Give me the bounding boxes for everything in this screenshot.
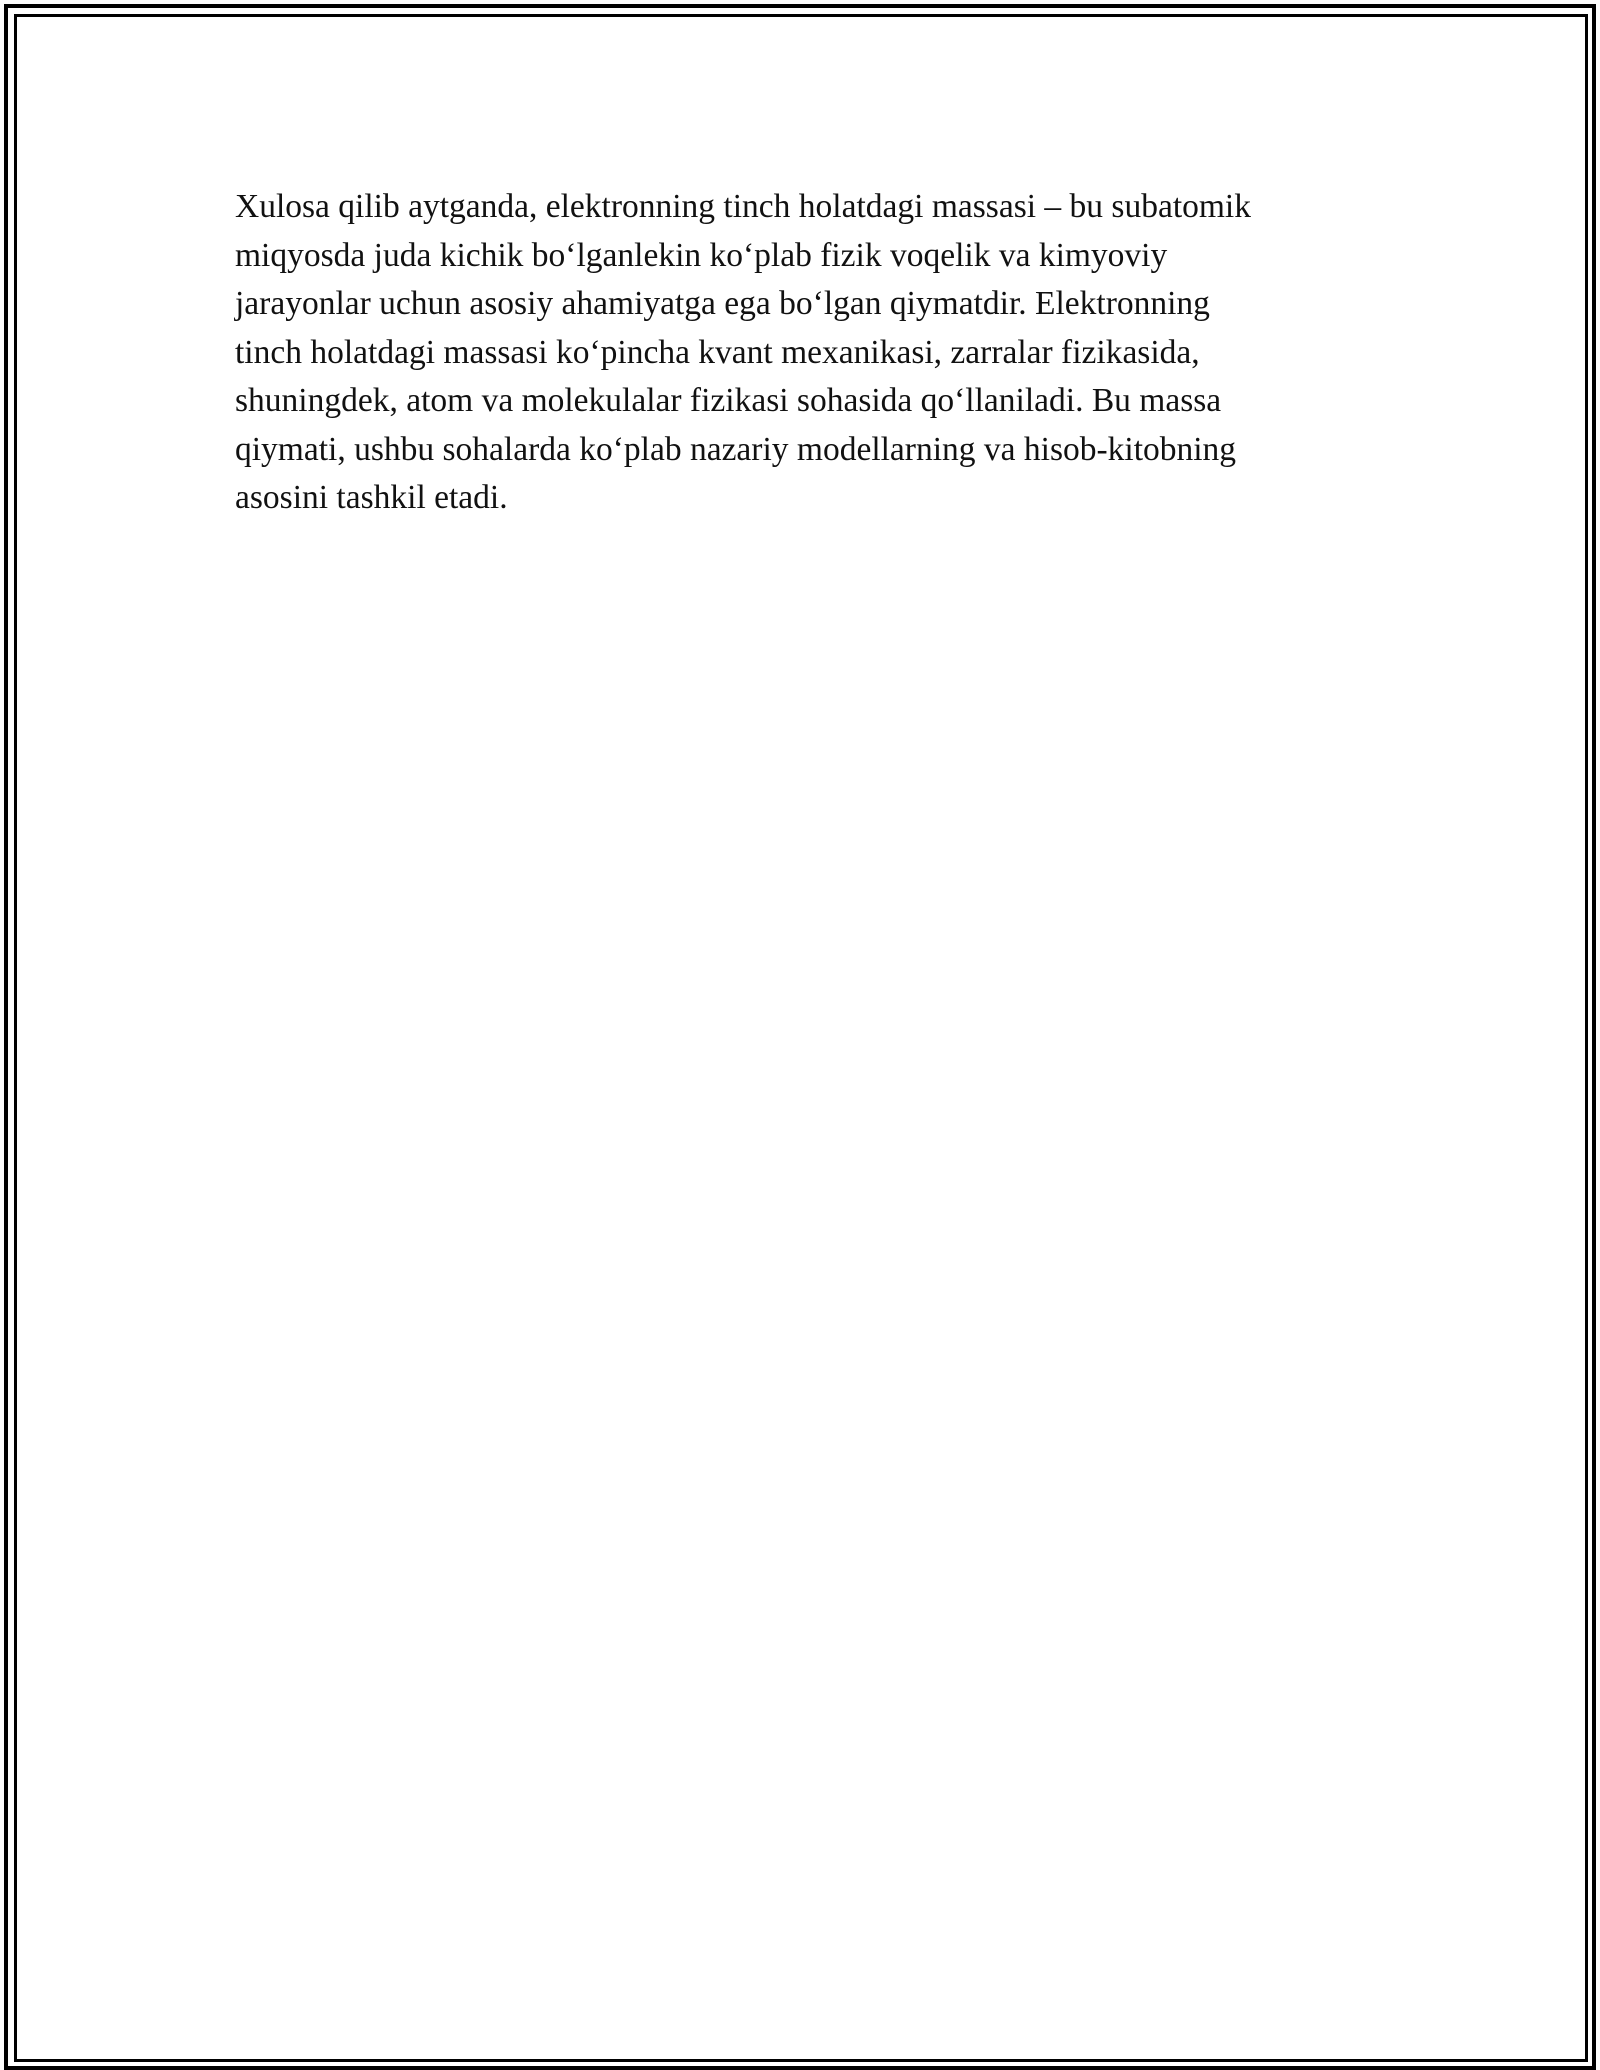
paragraph-line: miqyosda juda kichik bo‘lganlekin ko‘plab fizik voqelik va kimyoviy — [235, 236, 1168, 274]
paragraph-line: qiymati, ushbu sohalarda ko‘plab nazariy modellarning va hisob-kitobning — [235, 430, 1237, 468]
paragraph-line: tinch holatdagi massasi ko‘pincha kvant mexanikasi, zarralar fizikasida, — [235, 333, 1200, 371]
body-paragraph — [235, 183, 1375, 523]
paragraph-line: asosini tashkil etadi. — [235, 479, 508, 516]
paragraph-line: shuningdek, atom va molekulalar fizikasi sohasida qo‘llaniladi. Bu massa — [235, 382, 1222, 419]
paragraph-line: Xulosa qilib aytganda, elektronning tinch holatdagi massasi – bu subatomik — [235, 188, 1251, 225]
paragraph-line: jarayonlar uchun asosiy ahamiyatga ega bo‘lgan qiymatdir. Elektronning — [235, 285, 1210, 322]
